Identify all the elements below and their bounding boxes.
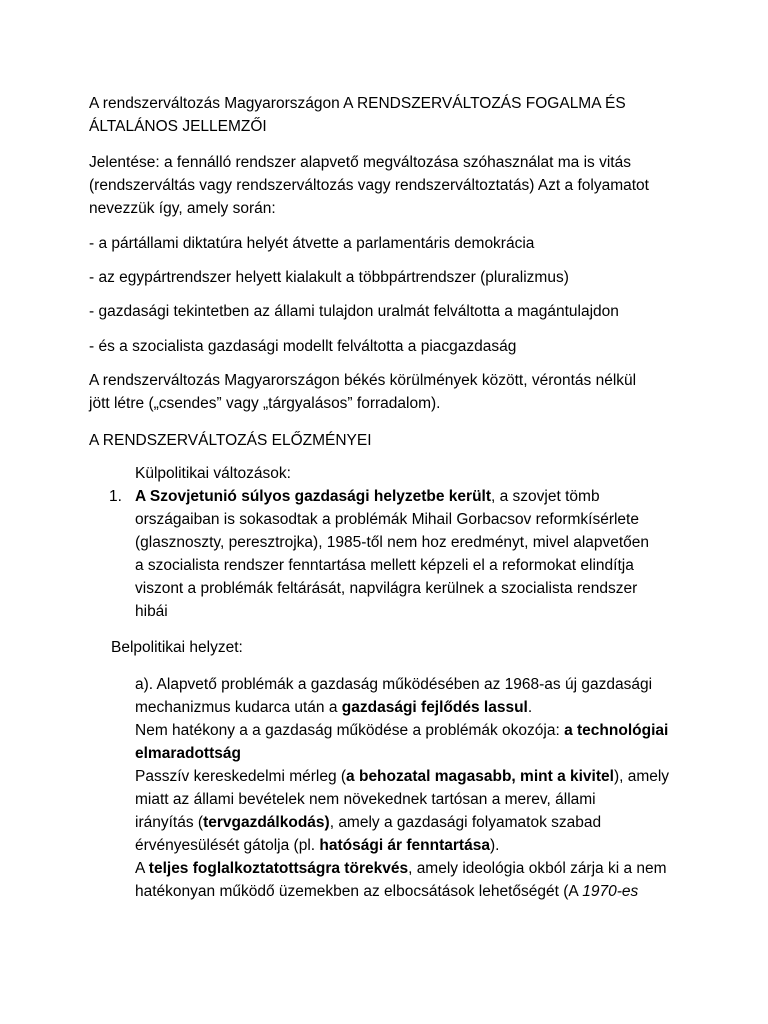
text-line: (glasznoszty, peresztrojka), 1985-től nem hoz eredményt, mivel alapvetően <box>135 534 650 551</box>
bold-text: gazdasági fejlődés lassul <box>341 699 528 716</box>
text-line: Jelentése: a fennálló rendszer alapvető megváltozása szóhasználat ma is vitás <box>89 154 631 171</box>
bold-text: hatósági ár fenntartása <box>319 837 490 854</box>
text-line: A Szovjetunió súlyos gazdasági helyzetbe került, a szovjet tömb <box>135 488 600 505</box>
text-line: (rendszerváltás vagy rendszerváltozás vagy rendszerváltoztatás) Azt a folyamatot <box>89 177 649 194</box>
text-line: nevezzük így, amely során: <box>89 200 276 217</box>
bullet-item: - gazdasági tekintetben az állami tulajdon uralmát felváltotta a magántulajdon <box>89 303 619 320</box>
text-line <box>135 742 705 765</box>
domestic-policy-paragraph <box>135 673 705 903</box>
text-line: A teljes foglalkoztatottságra törekvés, amely ideológia okból zárja ki a nem <box>135 860 667 877</box>
text-line: jött létre („csendes” vagy „tárgyalásos” forradalom). <box>89 395 441 412</box>
text-line: viszont a problémák feltárását, napvilágra kerülnek a szocialista rendszer <box>135 580 638 597</box>
bullet-item: - a pártállami diktatúra helyét átvette a parlamentáris demokrácia <box>89 235 535 252</box>
title-line: A rendszerváltozás Magyarországon A RENDSZERVÁLTOZÁS FOGALMA ÉS <box>89 95 626 112</box>
italic-text: 1970-es <box>582 883 639 900</box>
text-line: hatékonyan működő üzemekben az elbocsátások lehetőségét (A 1970-es <box>135 883 639 900</box>
text-line: Nem hatékony a a gazdaság működése a problémák okozója: a technológiai <box>135 722 669 739</box>
section-heading: A RENDSZERVÁLTOZÁS ELŐZMÉNYEI <box>89 432 372 449</box>
text-line: mechanizmus kudarca után a gazdasági fejlődés lassul. <box>135 699 533 716</box>
bold-text: a technológiai <box>564 722 669 739</box>
bullet-item: - és a szocialista gazdasági modellt felváltotta a piacgazdaság <box>89 338 517 355</box>
text-line: irányítás (tervgazdálkodás), amely a gazdasági folyamatok szabad <box>135 814 602 831</box>
bullet-item: - az egypártrendszer helyett kialakult a többpártrendszer (pluralizmus) <box>89 269 569 286</box>
peaceful-paragraph <box>89 369 699 415</box>
text-line: miatt az állami bevételek nem növekednek tartósan a merev, állami <box>135 791 596 808</box>
list-number: 1. <box>109 488 122 505</box>
bold-text: elmaradottság <box>135 745 241 762</box>
bold-text: teljes foglalkoztatottságra törekvés <box>148 860 409 877</box>
text-line: a). Alapvető problémák a gazdaság működésében az 1968-as új gazdasági <box>135 676 653 693</box>
text-line: Passzív kereskedelmi mérleg (a behozatal magasabb, mint a kivitel), amely <box>135 768 670 785</box>
bold-text: a behozatal magasabb, mint a kivitel <box>346 768 614 785</box>
document-title <box>89 92 699 138</box>
foreign-policy-heading: Külpolitikai változások: <box>135 465 291 482</box>
text-line: hibái <box>135 603 168 620</box>
foreign-policy-item <box>135 485 695 623</box>
domestic-policy-heading: Belpolitikai helyzet: <box>111 639 243 656</box>
text-line: országaiban is sokasodtak a problémák Mihail Gorbacsov reformkísérlete <box>135 511 639 528</box>
bold-text: A Szovjetunió súlyos gazdasági helyzetbe került <box>135 488 492 505</box>
text-line: A rendszerváltozás Magyarországon békés körülmények között, vérontás nélkül <box>89 372 637 389</box>
text-line: a szocialista rendszer fenntartása mellett képzeli el a reformokat elindítja <box>135 557 634 574</box>
bold-text: tervgazdálkodás) <box>203 814 330 831</box>
title-line: ÁLTALÁNOS JELLEMZŐI <box>89 118 267 135</box>
definition-paragraph <box>89 151 699 220</box>
text-line: érvényesülését gátolja (pl. hatósági ár fenntartása). <box>135 837 500 854</box>
